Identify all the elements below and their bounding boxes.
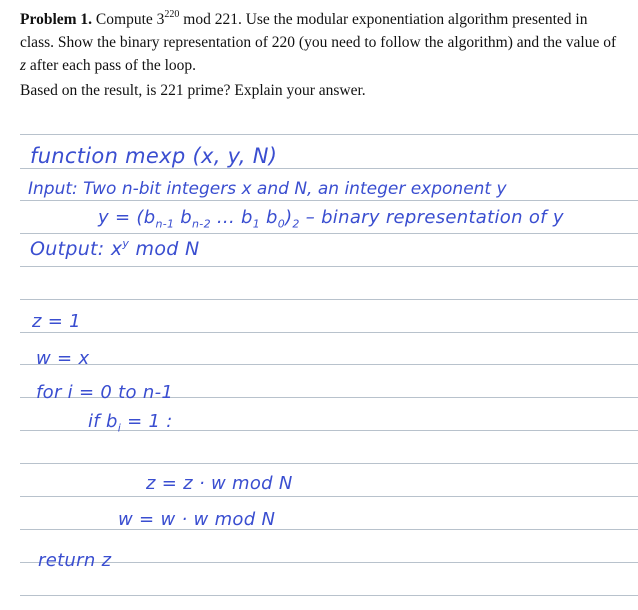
- binary-close: ): [285, 207, 293, 228]
- problem-statement: [20, 8, 620, 102]
- problem-question: Based on the result, is 221 prime? Explain your answer.: [20, 82, 366, 99]
- ruled-line: [20, 332, 638, 333]
- binary-sub-n-2: n-2: [192, 217, 211, 231]
- ruled-line: [20, 200, 638, 201]
- binary-base: 2: [292, 217, 300, 231]
- binary-representation-line: [98, 207, 564, 231]
- loop-line: for i = 0 to n-1: [36, 382, 174, 403]
- binary-note: – binary representation of y: [299, 207, 564, 228]
- update-w-line: w = w · w mod N: [118, 509, 276, 530]
- problem-heading: Problem 1.: [20, 11, 93, 28]
- ruled-line: [20, 529, 638, 530]
- handwritten-notes: [0, 134, 638, 610]
- binary-right: ... b: [210, 207, 253, 228]
- ruled-line: [20, 266, 638, 267]
- ruled-line: [20, 463, 638, 464]
- update-z-line: z = z · w mod N: [146, 473, 293, 494]
- problem-text-main: mod 221. Use the modular exponentiation algorithm presented in class. Show the binary representation of 220 (you need to follow the algorithm) and the value of: [20, 11, 617, 51]
- binary-mid: b: [174, 207, 193, 228]
- ruled-line: [20, 168, 638, 169]
- problem-variable: z: [20, 57, 27, 74]
- binary-sub-n-1: n-1: [155, 217, 175, 231]
- input-line: Input: Two n-bit integers x and N, an integer exponent y: [28, 179, 507, 199]
- exponent: 220: [164, 8, 180, 20]
- ruled-line: [20, 299, 638, 300]
- ruled-line: [20, 496, 638, 497]
- ruled-line: [20, 233, 638, 234]
- output-tail: mod N: [129, 238, 200, 260]
- condition-line: [88, 411, 173, 435]
- problem-text-end: after each pass of the loop.: [29, 57, 197, 74]
- return-line: return z: [38, 550, 112, 571]
- init-z-line: z = 1: [32, 311, 81, 332]
- output-exponent: y: [122, 236, 130, 250]
- binary-sub-0: 0: [277, 217, 286, 231]
- condition-left: if b: [88, 411, 118, 432]
- ruled-line: [20, 134, 638, 135]
- problem-text-start: Compute 3: [95, 11, 165, 28]
- condition-sub: i: [117, 421, 122, 435]
- binary-left: y = (b: [98, 207, 156, 228]
- output-line: [30, 238, 200, 260]
- output-label: Output: x: [30, 238, 123, 260]
- binary-b0: b: [260, 207, 278, 228]
- condition-right: = 1 :: [121, 411, 173, 432]
- init-w-line: w = x: [36, 348, 90, 369]
- ruled-line: [20, 364, 638, 365]
- binary-sub-1: 1: [252, 217, 261, 231]
- problem-paragraph: [20, 8, 620, 77]
- function-header: function mexp (x, y, N): [30, 144, 278, 168]
- ruled-line: [20, 595, 638, 596]
- ruled-line: [20, 562, 638, 563]
